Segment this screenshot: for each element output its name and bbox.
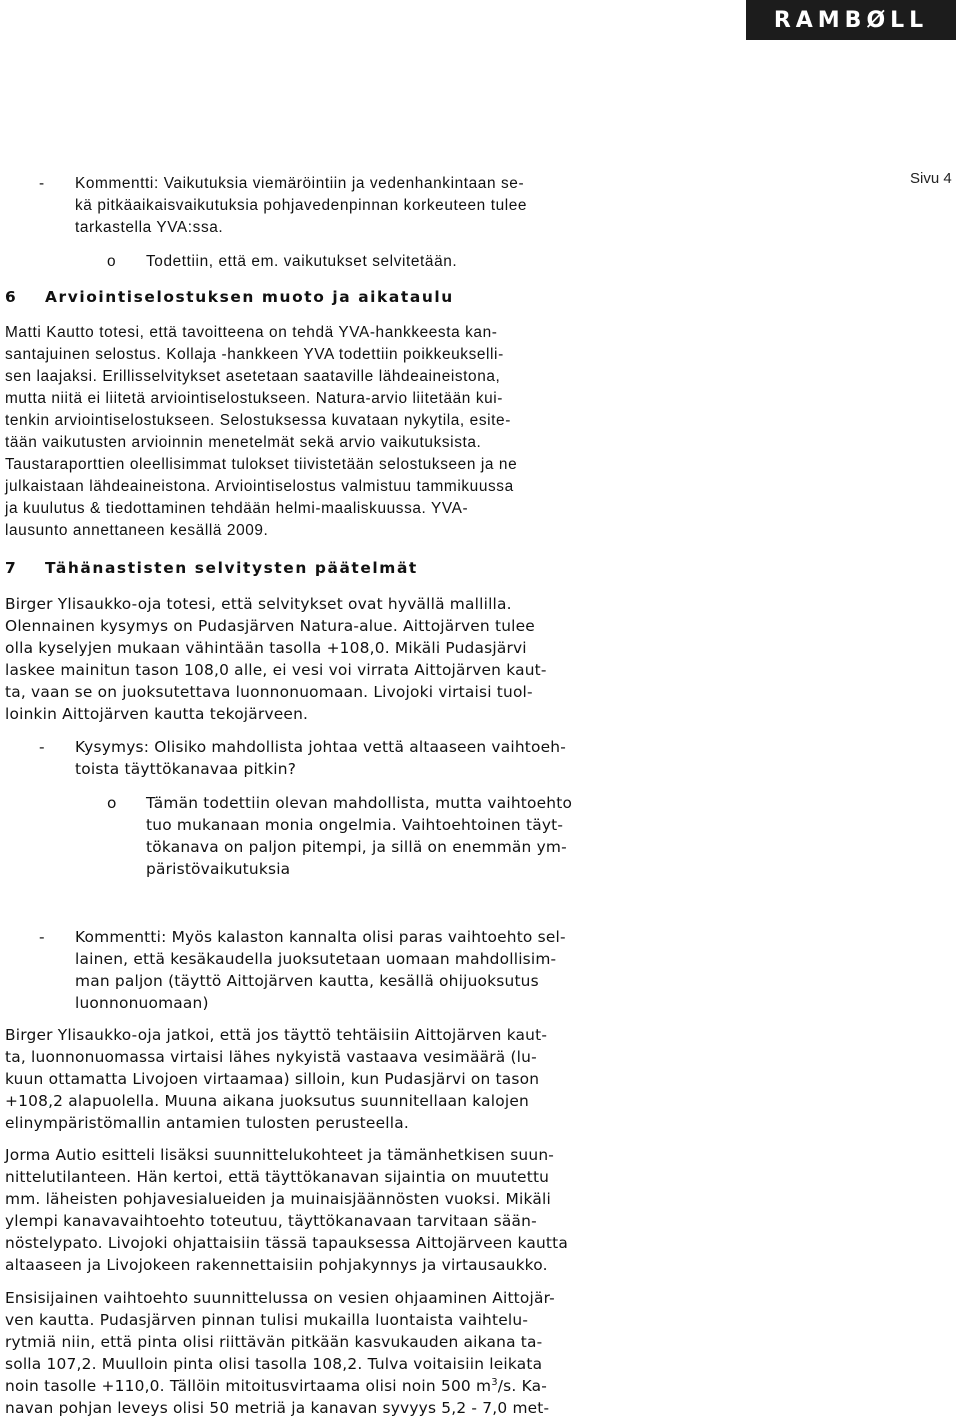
paragraph-line: nittelutilanteen. Hän kertoi, että täyttökanavan sijaintia on muutettu (5, 1168, 550, 1186)
bullet-line: man paljon (täyttö Aittojärven kautta, kesällä ohijuoksutus (75, 972, 539, 990)
dash-marker: - (39, 175, 45, 192)
sub-bullet-2 (5, 792, 655, 880)
ramboll-logo: RAMBØLL (746, 0, 956, 40)
paragraph-line: Birger Ylisaukko-oja totesi, että selvitykset ovat hyvällä mallilla. (5, 595, 512, 613)
comment-bullet-2 (5, 926, 655, 1014)
paragraph-line: Taustaraporttien oleellisimmat tulokset tiivistetään selostukseen ja ne (5, 456, 518, 473)
paragraph-line: ta, luonnonuomassa virtaisi lähes nykyistä vastaava vesimäärä (lu- (5, 1048, 537, 1066)
paragraph-ylisaukko (5, 1024, 655, 1134)
bullet-line: Kysymys: Olisiko mahdollista johtaa vettä altaaseen vaihtoeh- (75, 738, 567, 756)
dash-marker: - (39, 738, 45, 756)
sub-bullet-line: päristövaikutuksia (146, 860, 291, 878)
paragraph-line: altaaseen ja Livojokeen rakennettaisiin pohjakynnys ja virtausaukko. (5, 1256, 548, 1274)
paragraph-line: ta, vaan se on juoksutettava luonnonuomaan. Livojoki virtaisi tuol- (5, 683, 533, 701)
sub-marker: o (107, 253, 117, 270)
paragraph-line: navan pohjan leveys olisi 50 metriä ja kanavan syvyys 5,2 - 7,0 met- (5, 1399, 550, 1417)
paragraph-line: mutta niitä ei liitetä arviointiselostukseen. Natura-arvio liitetään kui- (5, 390, 504, 407)
paragraph-ensisijainen (5, 1287, 655, 1419)
paragraph-line: lausunto annettaneen kesällä 2009. (5, 522, 269, 539)
paragraph-line: laskee mainitun tason 108,0 alle, ei vesi voi virrata Aittojärven kaut- (5, 661, 547, 679)
paragraph-line: elinympäristömallin antamien tulosten perusteella. (5, 1114, 409, 1132)
paragraph-line: ja kuulutus & tiedottaminen tehdään helmi-maaliskuussa. YVA- (5, 500, 469, 517)
comment-bullet-1 (5, 173, 655, 239)
paragraph-line: Olennainen kysymys on Pudasjärven Natura-alue. Aittojärven tulee (5, 617, 535, 635)
line-text: noin tasolle +110,0. Tällöin mitoitusvirtaama olisi noin 500 m (5, 1377, 492, 1395)
section-7-paragraph (5, 593, 655, 725)
paragraph-autio (5, 1144, 655, 1276)
sub-bullet-line: tökanava on paljon pitempi, ja sillä on enemmän ym- (146, 838, 567, 856)
paragraph-line: nöstelypato. Livojoki ohjattaisiin tässä tapauksessa Aittojärveen kautta (5, 1234, 569, 1252)
paragraph-line: olla kyselyjen mukaan vähintään tasolla +108,0. Mikäli Pudasjärvi (5, 639, 527, 657)
section-title: Tähänastisten selvitysten päätelmät (45, 559, 418, 577)
sub-bullet-text: Todettiin, että em. vaikutukset selvitetään. (146, 253, 458, 270)
paragraph-line: +108,2 alapuolella. Muuna aikana juoksutus suunnitellaan kalojen (5, 1092, 529, 1110)
sub-bullet-line: tuo mukanaan monia ongelmia. Vaihtoehtoinen täyt- (146, 816, 564, 834)
paragraph-line: loinkin Aittojärven kautta tekojärveen. (5, 705, 309, 723)
bullet-line: Kommentti: Myös kalaston kannalta olisi paras vaihtoehto sel- (75, 928, 566, 946)
bullet-line: toista täyttökanavaa pitkin? (75, 760, 297, 778)
section-title: Arviointiselostuksen muoto ja aikataulu (45, 288, 454, 306)
section-7-heading (5, 559, 418, 577)
paragraph-line: mm. läheisten pohjavesialueiden ja muinaisjäännösten vuoksi. Mikäli (5, 1190, 551, 1208)
paragraph-line: Jorma Autio esitteli lisäksi suunnittelukohteet ja tämänhetkisen suun- (5, 1146, 555, 1164)
section-6-paragraph (5, 322, 655, 542)
paragraph-line: tenkin arviointiselostukseen. Selostuksessa kuvataan nykytila, esite- (5, 412, 511, 429)
page-number: Sivu 4 (910, 170, 952, 187)
question-bullet (5, 736, 655, 780)
line-text: /s. Ka- (497, 1377, 547, 1395)
paragraph-line: sen laajaksi. Erillisselvitykset asetetaan saataville lähdeaineistona, (5, 368, 501, 385)
bullet-line: tarkastella YVA:ssa. (75, 219, 224, 236)
bullet-line: luonnonuomaan) (75, 994, 209, 1012)
bullet-line: lainen, että kesäkaudella juoksutetaan uomaan mahdollisim- (75, 950, 557, 968)
paragraph-line: ylempi kanavavaihtoehto toteutuu, täyttökanavaan tarvitaan sään- (5, 1212, 537, 1230)
paragraph-line: kuun ottamatta Livojoen virtaamaa) silloin, kun Pudasjärvi on tason (5, 1070, 540, 1088)
bullet-line: kä pitkäaikaisvaikutuksia pohjavedenpinnan korkeuteen tulee (75, 197, 528, 214)
paragraph-line: solla 107,2. Muulloin pinta olisi tasolla 108,2. Tulva voitaisiin leikata (5, 1355, 543, 1373)
paragraph-line: santajuinen selostus. Kollaja -hankkeen YVA todettiin poikkeukselli- (5, 346, 504, 363)
section-number: 6 (5, 288, 18, 306)
superscript: 3 (491, 1377, 498, 1388)
paragraph-line: ven kautta. Pudasjärven pinnan tulisi mukailla luontaista vaihtelu- (5, 1311, 529, 1329)
paragraph-line: julkaistaan lähdeaineistona. Arviointiselostus valmistuu tammikuussa (5, 478, 514, 495)
section-number: 7 (5, 559, 18, 577)
section-6-heading (5, 288, 454, 306)
sub-bullet-line: Tämän todettiin olevan mahdollista, mutta vaihtoehto (146, 794, 573, 812)
sub-marker: o (107, 794, 117, 812)
bullet-line: Kommentti: Vaikutuksia viemäröintiin ja vedenhankintaan se- (75, 175, 525, 192)
paragraph-line: Birger Ylisaukko-oja jatkoi, että jos täyttö tehtäisiin Aittojärven kaut- (5, 1026, 548, 1044)
sub-bullet-1 (5, 251, 655, 273)
paragraph-line: Ensisijainen vaihtoehto suunnittelussa on vesien ohjaaminen Aittojär- (5, 1289, 555, 1307)
paragraph-line: rytmiä niin, että pinta olisi riittävän pitkään kasvukauden aikana ta- (5, 1333, 543, 1351)
dash-marker: - (39, 928, 45, 946)
paragraph-line: Matti Kautto totesi, että tavoitteena on tehdä YVA-hankkeesta kan- (5, 324, 498, 341)
paragraph-line (5, 1375, 655, 1397)
paragraph-line: tään vaikutusten arvioinnin menetelmät sekä arvio vaikutuksista. (5, 434, 482, 451)
